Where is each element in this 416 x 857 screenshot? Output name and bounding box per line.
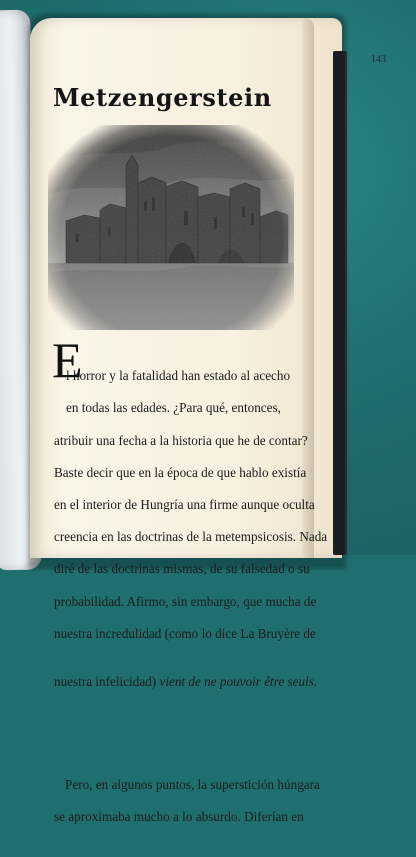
castle-illustration-svg [48, 125, 294, 330]
paragraph-1-line: nuestra infelicidad) [54, 673, 160, 689]
paragraph-1-line: creencia en las doctrinas de la metempsicosis. Nada [54, 529, 328, 545]
paragraph-1 [54, 352, 329, 706]
paragraph-1-line: diré de las doctrinas mismas, de su falsedad o su [54, 561, 310, 577]
paragraph-2 [54, 744, 329, 841]
paragraph-1-last-line [54, 658, 329, 690]
page-number: 143 [371, 54, 386, 65]
paragraph-2-line: se aproximaba mucho a lo absurdo. Diferían en [54, 808, 304, 824]
paragraph-2-line [54, 760, 329, 792]
castle-illustration [48, 125, 294, 330]
paragraph-1-line: nuestra incredulidad (como lo dice La Bruyère de [54, 625, 316, 641]
paragraph-2-line-text: Pero, en algunos puntos, la superstición húngara [65, 776, 320, 792]
paragraph-1-line: probabilidad. Afirmo, sin embargo, que mucha de [54, 593, 317, 609]
paragraph-1-italic-end: vient de ne pouvoir être seuls. [159, 673, 318, 689]
chapter-title: Metzengerstein [53, 83, 272, 112]
body-text [52, 332, 329, 857]
paragraph-1-line: Baste decir que en la época de que hablo existía [54, 464, 307, 480]
paragraph-1-line: en el interior de Hungría una firme aunque oculta [54, 496, 315, 512]
drop-cap: E [52, 332, 83, 388]
paragraph-1-line: en todas las edades. ¿Para qué, entonces, [66, 400, 281, 416]
paragraph-1-line: l horror y la fatalidad han estado al acecho [66, 368, 291, 384]
book-binding-gutter [333, 51, 347, 555]
paragraph-1-line: atribuir una fecha a la historia que he de contar? [54, 432, 308, 448]
